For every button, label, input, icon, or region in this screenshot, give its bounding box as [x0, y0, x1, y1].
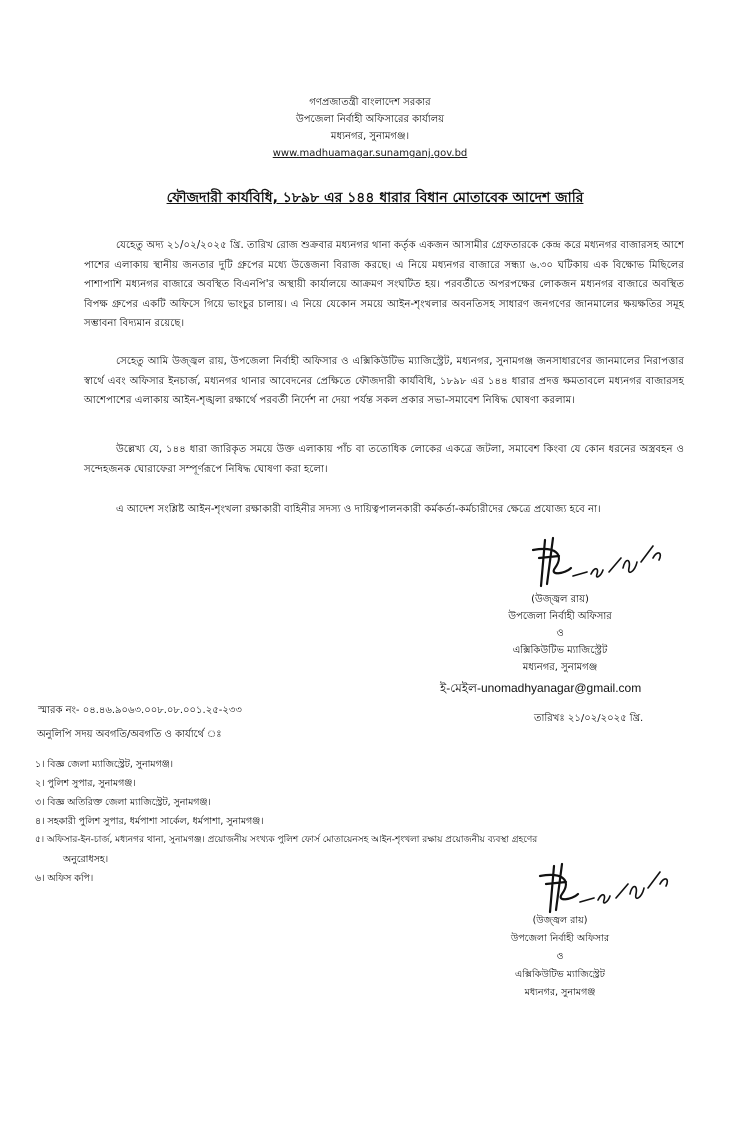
order-title: ফৌজদারী কার্যবিধি, ১৮৯৮ এর ১৪৪ ধারার বিধান মোতাবেক আদেশ জারি: [166, 190, 584, 206]
signatory-designation: উপজেলা নির্বাহী অফিসার: [508, 611, 612, 622]
office-name: উপজেলা নির্বাহী অফিসারের কার্যালয়: [295, 114, 445, 125]
list-item: ৪। সহকারী পুলিশ সুপার, ধর্মপাশা সার্কেল, ধর্মপাশা, সুনামগঞ্জ।: [35, 816, 264, 827]
list-item: ২। পুলিশ সুপার, সুনামগঞ্জ।: [35, 778, 136, 789]
signatory-name: (উজ্জ্বল রায়): [532, 915, 588, 926]
memo-number: স্মারক নং- ০৪.৪৬.৯০৬৩.০০৮.০৮.০০১.২৫-২৩৩: [38, 705, 242, 716]
list-item: ১। বিজ্ঞ জেলা ম্যাজিস্ট্রেট, সুনামগঞ্জ।: [35, 759, 174, 770]
signatory-conjunction: ও: [556, 628, 564, 639]
paragraph-3: উল্লেখ্য যে, ১৪৪ ধারা জারিকৃত সময়ে উক্ত এলাকায় পাঁচ বা ততোধিক লোকের একত্রে জটলা, সমাবেশ কিংবা যে কোন ধরনের অস্ত্রবহন ও সন্দেহজনক ঘোরাফেরা সম্পূর্ণরূপে নিষিদ্ধ ঘোষণা করা হলো।: [84, 444, 684, 475]
signatory-designation-2: এক্সিকিউটিভ ম্যাজিস্ট্রেট: [515, 969, 605, 980]
signatory-email[interactable]: ই-মেইল-unomadhyanagar@gmail.com: [440, 681, 642, 695]
govt-name: গণপ্রজাতন্ত্রী বাংলাদেশ সরকার: [309, 97, 431, 108]
list-item: ৫। অফিসার-ইন-চার্জ, মধ্যনগর থানা, সুনামগঞ্জ। প্রয়োজনীয় সংখ্যক পুলিশ ফোর্স মোতায়েনসহ আইন-শৃংখলা রক্ষায় প্রয়োজনীয় ব্যবস্থা গ্রহণের: [35, 835, 538, 845]
signature-1-block: [450, 591, 670, 676]
signatory-designation-2: এক্সিকিউটিভ ম্যাজিস্ট্রেট: [512, 645, 608, 656]
memo-date: তারিখঃ ২১/০২/২০২৫ খ্রি.: [534, 713, 644, 724]
list-item: ৬। অফিস কপি।: [35, 873, 94, 884]
list-item: ৩। বিজ্ঞ অতিরিক্ত জেলা ম্যাজিস্ট্রেট, সুনামগঞ্জ।: [35, 797, 211, 808]
office-header: [200, 94, 540, 162]
paragraph-2: সেহেতু আমি উজ্জ্বল রায়, উপজেলা নির্বাহী অফিসার ও এক্সিকিউটিভ ম্যাজিস্ট্রেট, মধ্যনগর, সুনামগঞ্জ জনসাধারণের জানমালের নিরাপত্তার স্বার্থে এবং অফিসার ইনচার্জ, মধ্যনগর থানার আবেদনের প্রেক্ষিতে ফৌজদারী কার্যবিধি, ১৮৯৮ এর ১৪৪ ধারার প্রদত্ত ক্ষমতাবলে মধ্যনগর বাজারসহ আশেপাশের এলাকায় আইন-শৃঙ্খলা রক্ষার্থে পরবর্তী নির্দেশ না দেয়া পর্যন্ত সকল প্রকার সভা-সমাবেশ নিষিদ্ধ ঘোষণা করলাম।: [84, 356, 684, 406]
signatory-conjunction: ও: [556, 951, 564, 962]
office-location: মধ্যনগর, সুনামগঞ্জ।: [330, 131, 410, 142]
signature-2-block: [460, 912, 660, 1002]
copy-heading: অনুলিপি সদয় অবগতি/অবগতি ও কার্যার্থে ঃ: [37, 729, 222, 740]
list-item-continuation: অনুরোধসহ।: [63, 854, 109, 865]
office-website-link[interactable]: www.madhuamagar.sunamganj.gov.bd: [272, 148, 468, 159]
signatory-place: মধ্যনগর, সুনামগঞ্জ: [522, 662, 598, 673]
signature-2-scrawl: [530, 856, 680, 916]
signature-1-scrawl: [525, 528, 675, 590]
signatory-name: (উজ্জ্বল রায়): [531, 594, 589, 605]
paragraph-4: এ আদেশ সংশ্লিষ্ট আইন-শৃংখলা রক্ষাকারী বাহিনীর সদস্য ও দায়িত্বপালনকারী কর্মকর্তা-কর্মচারীদের ক্ষেত্রে প্রযোজ্য হবে না।: [116, 504, 601, 515]
paragraph-1: যেহেতু অদ্য ২১/০২/২০২৫ খ্রি. তারিখ রোজ শুক্রবার মধ্যনগর থানা কর্তৃক একজন আসামীর গ্রেফতারকে কেন্দ্র করে মধ্যনগর বাজারসহ আশে পাশের এলাকায় স্থানীয় জনতার দুটি গ্রুপের মধ্যে উত্তেজনা বিরাজ করছে। এ নিয়ে মধ্যনগর বাজারে সন্ধ্যা ৬.৩০ ঘটিকায় এক বিক্ষোভ মিছিলের পাশাপাশি মধ্যনগর বাজারে অবস্থিত বিএনপি'র অস্থায়ী কার্যালয়ে আক্রমণ সংঘটিত হয়। পরবর্তীতে অপরপক্ষের লোকজন মধ্যনগর বাজারে অবস্থিত বিপক্ষ গ্রুপের একটি অফিসে গিয়ে ভাংচুর চালায়। এ নিয়ে যেকোন সময়ে আইন-শৃংখলার অবনতিসহ সাধারণ জনগণের জানমালের ক্ষয়ক্ষতির সমূহ সম্ভাবনা বিদ্যমান রয়েছে।: [84, 240, 684, 329]
signatory-place: মধ্যনগর, সুনামগঞ্জ: [524, 987, 596, 998]
signatory-designation: উপজেলা নির্বাহী অফিসার: [510, 933, 610, 944]
